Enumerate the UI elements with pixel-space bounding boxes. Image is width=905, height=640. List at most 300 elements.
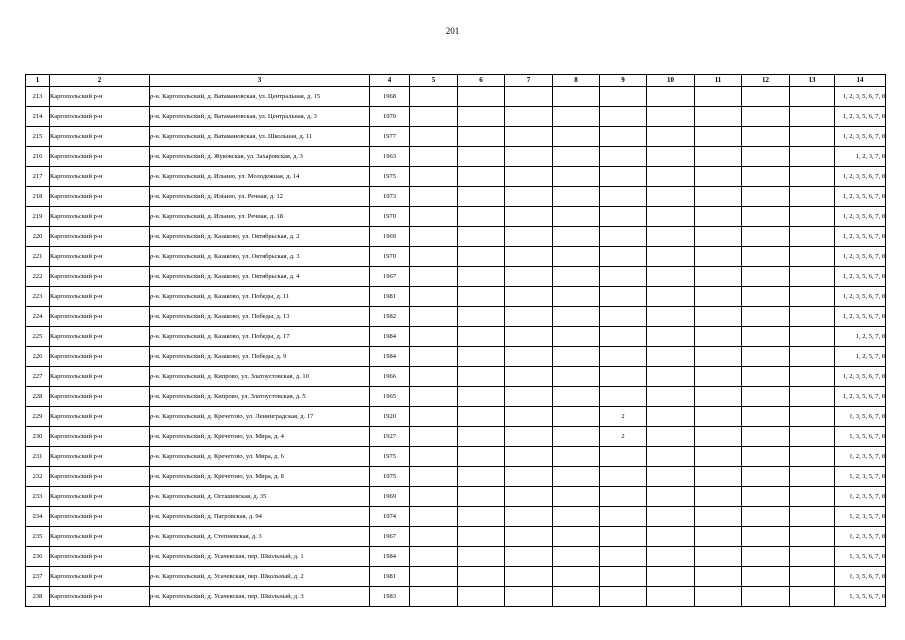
col10-cell [647, 427, 695, 447]
column-header: 14 [835, 75, 886, 87]
district-cell: Каргопольский р-н [50, 387, 150, 407]
col5-cell [410, 407, 458, 427]
col7-cell [505, 247, 553, 267]
col12-cell [742, 267, 790, 287]
col11-cell [695, 527, 742, 547]
col7-cell [505, 147, 553, 167]
col8-cell [553, 407, 600, 427]
district-cell: Каргопольский р-н [50, 567, 150, 587]
district-cell: Каргопольский р-н [50, 467, 150, 487]
col12-cell [742, 547, 790, 567]
col10-cell [647, 467, 695, 487]
work-types-cell: 1, 2, 3, 5, 6, 7, 8 [835, 127, 886, 147]
row-number: 215 [26, 127, 50, 147]
year-cell: 1984 [370, 327, 410, 347]
district-cell: Каргопольский р-н [50, 367, 150, 387]
col11-cell [695, 567, 742, 587]
col6-cell [458, 367, 505, 387]
table-row [26, 127, 886, 147]
col6-cell [458, 407, 505, 427]
col9-cell [600, 327, 647, 347]
col8-cell [553, 487, 600, 507]
table-row [26, 267, 886, 287]
col11-cell [695, 107, 742, 127]
address-cell: р-н. Каргопольский, д. Усачевская, пер. Школьный, д. 1 [150, 547, 370, 567]
col10-cell [647, 247, 695, 267]
col9-cell [600, 387, 647, 407]
col8-cell [553, 227, 600, 247]
col13-cell [790, 527, 835, 547]
year-cell: 1927 [370, 427, 410, 447]
col10-cell [647, 307, 695, 327]
col5-cell [410, 267, 458, 287]
address-cell: р-н. Каргопольский, д. Кречетово, ул. Мира, д. 8 [150, 467, 370, 487]
col5-cell [410, 547, 458, 567]
district-cell: Каргопольский р-н [50, 287, 150, 307]
year-cell: 1974 [370, 507, 410, 527]
work-types-cell: 1, 2, 3, 5, 6, 7, 8 [835, 287, 886, 307]
col11-cell [695, 287, 742, 307]
col12-cell [742, 107, 790, 127]
col13-cell [790, 587, 835, 607]
table-row [26, 87, 886, 107]
col11-cell [695, 147, 742, 167]
district-cell: Каргопольский р-н [50, 87, 150, 107]
col9-cell [600, 587, 647, 607]
col9-cell [600, 467, 647, 487]
table-row [26, 527, 886, 547]
table-row [26, 107, 886, 127]
col12-cell [742, 447, 790, 467]
col13-cell [790, 187, 835, 207]
year-cell: 1970 [370, 247, 410, 267]
col7-cell [505, 547, 553, 567]
year-cell: 1920 [370, 407, 410, 427]
col7-cell [505, 347, 553, 367]
year-cell: 1970 [370, 107, 410, 127]
col12-cell [742, 587, 790, 607]
col12-cell [742, 207, 790, 227]
district-cell: Каргопольский р-н [50, 507, 150, 527]
work-types-cell: 1, 2, 3, 5, 7, 8 [835, 467, 886, 487]
row-number: 219 [26, 207, 50, 227]
col13-cell [790, 467, 835, 487]
col13-cell [790, 167, 835, 187]
col9-cell [600, 227, 647, 247]
column-header: 6 [458, 75, 505, 87]
col8-cell [553, 367, 600, 387]
col8-cell [553, 187, 600, 207]
year-cell: 1965 [370, 387, 410, 407]
col8-cell [553, 87, 600, 107]
col8-cell [553, 347, 600, 367]
row-number: 216 [26, 147, 50, 167]
col13-cell [790, 547, 835, 567]
work-types-cell: 1, 3, 5, 6, 7, 8 [835, 407, 886, 427]
col10-cell [647, 327, 695, 347]
row-number: 223 [26, 287, 50, 307]
col11-cell [695, 187, 742, 207]
col5-cell [410, 387, 458, 407]
col12-cell [742, 367, 790, 387]
table-row [26, 487, 886, 507]
col9-cell [600, 287, 647, 307]
col10-cell [647, 527, 695, 547]
col13-cell [790, 387, 835, 407]
year-cell: 1970 [370, 207, 410, 227]
table-row [26, 187, 886, 207]
district-cell: Каргопольский р-н [50, 227, 150, 247]
row-number: 238 [26, 587, 50, 607]
col6-cell [458, 207, 505, 227]
row-number: 231 [26, 447, 50, 467]
col5-cell [410, 487, 458, 507]
year-cell: 1981 [370, 287, 410, 307]
work-types-cell: 1, 2, 3, 5, 6, 7, 8 [835, 167, 886, 187]
row-number: 230 [26, 427, 50, 447]
col9-cell [600, 567, 647, 587]
col5-cell [410, 107, 458, 127]
col5-cell [410, 127, 458, 147]
col6-cell [458, 427, 505, 447]
col12-cell [742, 407, 790, 427]
col8-cell [553, 207, 600, 227]
col10-cell [647, 227, 695, 247]
col13-cell [790, 127, 835, 147]
col6-cell [458, 507, 505, 527]
row-number: 236 [26, 547, 50, 567]
col6-cell [458, 267, 505, 287]
col11-cell [695, 547, 742, 567]
col9-cell [600, 107, 647, 127]
row-number: 221 [26, 247, 50, 267]
year-cell: 1963 [370, 147, 410, 167]
column-header: 10 [647, 75, 695, 87]
col11-cell [695, 227, 742, 247]
district-cell: Каргопольский р-н [50, 407, 150, 427]
work-types-cell: 1, 2, 3, 5, 6, 7, 8 [835, 207, 886, 227]
work-types-cell: 1, 2, 3, 5, 7, 8 [835, 507, 886, 527]
col10-cell [647, 547, 695, 567]
col7-cell [505, 107, 553, 127]
col8-cell [553, 107, 600, 127]
col5-cell [410, 287, 458, 307]
col5-cell [410, 147, 458, 167]
address-cell: р-н. Каргопольский, д. Усачевская, пер. Школьный, д. 3 [150, 587, 370, 607]
row-number: 227 [26, 367, 50, 387]
address-cell: р-н. Каргопольский, д. Кречетово, ул. Мира, д. 6 [150, 447, 370, 467]
col12-cell [742, 127, 790, 147]
row-number: 234 [26, 507, 50, 527]
col10-cell [647, 127, 695, 147]
col13-cell [790, 147, 835, 167]
col7-cell [505, 127, 553, 147]
page-number: 201 [445, 26, 460, 36]
col6-cell [458, 107, 505, 127]
work-types-cell: 1, 2, 3, 5, 6, 7, 8 [835, 267, 886, 287]
col5-cell [410, 427, 458, 447]
address-cell: р-н. Каргопольский, д. Кипрово, ул. Златоустовская, д. 10 [150, 367, 370, 387]
work-types-cell: 1, 3, 5, 6, 7, 8 [835, 427, 886, 447]
col6-cell [458, 187, 505, 207]
col8-cell [553, 467, 600, 487]
col7-cell [505, 227, 553, 247]
table-row [26, 507, 886, 527]
col6-cell [458, 527, 505, 547]
col10-cell [647, 87, 695, 107]
col11-cell [695, 347, 742, 367]
address-cell: р-н. Каргопольский, д. Ильино, ул. Молодежная, д. 14 [150, 167, 370, 187]
district-cell: Каргопольский р-н [50, 307, 150, 327]
col8-cell [553, 567, 600, 587]
address-cell: р-н. Каргопольский, д. Казаково, ул. Октябрьская, д. 4 [150, 267, 370, 287]
table-row [26, 467, 886, 487]
col5-cell [410, 227, 458, 247]
row-number: 229 [26, 407, 50, 427]
col11-cell [695, 87, 742, 107]
col13-cell [790, 107, 835, 127]
year-cell: 1984 [370, 547, 410, 567]
col11-cell [695, 487, 742, 507]
table-row [26, 207, 886, 227]
address-cell: р-н. Каргопольский, д. Кипрово, ул. Златоустовская, д. 5 [150, 387, 370, 407]
col6-cell [458, 287, 505, 307]
address-cell: р-н. Каргопольский, д. Осташевская, д. 35 [150, 487, 370, 507]
col7-cell [505, 187, 553, 207]
col9-cell [600, 307, 647, 327]
col13-cell [790, 307, 835, 327]
col6-cell [458, 247, 505, 267]
col8-cell [553, 527, 600, 547]
address-cell: р-н. Каргопольский, д. Ватамановская, ул. Центральная, д. 3 [150, 107, 370, 127]
col12-cell [742, 247, 790, 267]
col5-cell [410, 527, 458, 547]
col8-cell [553, 247, 600, 267]
col6-cell [458, 467, 505, 487]
work-types-cell: 1, 3, 5, 6, 7, 8 [835, 567, 886, 587]
col13-cell [790, 287, 835, 307]
address-cell: р-н. Каргопольский, д. Казаково, ул. Октябрьская, д. 3 [150, 247, 370, 267]
col10-cell [647, 207, 695, 227]
year-cell: 1969 [370, 227, 410, 247]
col6-cell [458, 307, 505, 327]
col5-cell [410, 167, 458, 187]
col5-cell [410, 587, 458, 607]
col10-cell [647, 407, 695, 427]
col12-cell [742, 187, 790, 207]
column-header: 1 [26, 75, 50, 87]
col6-cell [458, 447, 505, 467]
column-header: 9 [600, 75, 647, 87]
col9-cell [600, 367, 647, 387]
table-row [26, 427, 886, 447]
year-cell: 1982 [370, 307, 410, 327]
year-cell: 1984 [370, 347, 410, 367]
work-types-cell: 1, 2, 3, 5, 6, 7, 8 [835, 307, 886, 327]
district-cell: Каргопольский р-н [50, 547, 150, 567]
col13-cell [790, 247, 835, 267]
col10-cell [647, 587, 695, 607]
col11-cell [695, 467, 742, 487]
work-types-cell: 1, 2, 3, 5, 6, 7, 8 [835, 367, 886, 387]
col12-cell [742, 467, 790, 487]
col8-cell [553, 327, 600, 347]
col10-cell [647, 567, 695, 587]
col7-cell [505, 307, 553, 327]
col7-cell [505, 87, 553, 107]
district-cell: Каргопольский р-н [50, 207, 150, 227]
district-cell: Каргопольский р-н [50, 327, 150, 347]
year-cell: 1968 [370, 87, 410, 107]
col11-cell [695, 427, 742, 447]
row-number: 237 [26, 567, 50, 587]
address-cell: р-н. Каргопольский, д. Казаково, ул. Победы, д. 11 [150, 287, 370, 307]
col8-cell [553, 587, 600, 607]
table-row [26, 227, 886, 247]
col5-cell [410, 327, 458, 347]
housing-register-table [25, 74, 886, 607]
col9-cell [600, 507, 647, 527]
col5-cell [410, 347, 458, 367]
table-row [26, 347, 886, 367]
col12-cell [742, 147, 790, 167]
column-header: 7 [505, 75, 553, 87]
col6-cell [458, 127, 505, 147]
table-row [26, 307, 886, 327]
col11-cell [695, 367, 742, 387]
col9-cell [600, 347, 647, 367]
col8-cell [553, 267, 600, 287]
col10-cell [647, 187, 695, 207]
table-row [26, 247, 886, 267]
col7-cell [505, 507, 553, 527]
col7-cell [505, 447, 553, 467]
col12-cell [742, 387, 790, 407]
col13-cell [790, 327, 835, 347]
col6-cell [458, 147, 505, 167]
table-row [26, 327, 886, 347]
district-cell: Каргопольский р-н [50, 447, 150, 467]
col13-cell [790, 427, 835, 447]
address-cell: р-н. Каргопольский, д. Патровская, д. 94 [150, 507, 370, 527]
row-number: 232 [26, 467, 50, 487]
col7-cell [505, 327, 553, 347]
col5-cell [410, 467, 458, 487]
col7-cell [505, 367, 553, 387]
col7-cell [505, 427, 553, 447]
col13-cell [790, 407, 835, 427]
address-cell: р-н. Каргопольский, д. Усачевская, пер. Школьный, д. 2 [150, 567, 370, 587]
col9-cell [600, 247, 647, 267]
col11-cell [695, 507, 742, 527]
col10-cell [647, 147, 695, 167]
col7-cell [505, 467, 553, 487]
year-cell: 1983 [370, 587, 410, 607]
col7-cell [505, 287, 553, 307]
work-types-cell: 1, 2, 5, 7, 8 [835, 327, 886, 347]
column-header: 8 [553, 75, 600, 87]
col12-cell [742, 507, 790, 527]
col9-cell [600, 267, 647, 287]
row-number: 233 [26, 487, 50, 507]
col11-cell [695, 407, 742, 427]
col8-cell [553, 547, 600, 567]
col10-cell [647, 367, 695, 387]
col6-cell [458, 87, 505, 107]
col5-cell [410, 307, 458, 327]
table-row [26, 587, 886, 607]
row-number: 225 [26, 327, 50, 347]
work-types-cell: 1, 2, 3, 5, 7, 8 [835, 527, 886, 547]
col12-cell [742, 527, 790, 547]
col13-cell [790, 207, 835, 227]
col8-cell [553, 167, 600, 187]
col11-cell [695, 587, 742, 607]
col9-cell: 2 [600, 427, 647, 447]
col9-cell [600, 207, 647, 227]
col5-cell [410, 247, 458, 267]
col12-cell [742, 307, 790, 327]
col6-cell [458, 227, 505, 247]
address-cell: р-н. Каргопольский, д. Казаково, ул. Октябрьская, д. 2 [150, 227, 370, 247]
address-cell: р-н. Каргопольский, д. Казаково, ул. Победы, д. 9 [150, 347, 370, 367]
address-cell: р-н. Каргопольский, д. Казаково, ул. Победы, д. 17 [150, 327, 370, 347]
col5-cell [410, 187, 458, 207]
col6-cell [458, 487, 505, 507]
district-cell: Каргопольский р-н [50, 587, 150, 607]
col7-cell [505, 527, 553, 547]
col13-cell [790, 87, 835, 107]
col9-cell [600, 127, 647, 147]
address-cell: р-н. Каргопольский, д. Ильино, ул. Речная, д. 12 [150, 187, 370, 207]
district-cell: Каргопольский р-н [50, 527, 150, 547]
work-types-cell: 1, 2, 3, 5, 7, 8 [835, 447, 886, 467]
col12-cell [742, 487, 790, 507]
table-row [26, 367, 886, 387]
row-number: 224 [26, 307, 50, 327]
col9-cell [600, 187, 647, 207]
col5-cell [410, 507, 458, 527]
col9-cell [600, 87, 647, 107]
col8-cell [553, 147, 600, 167]
col10-cell [647, 107, 695, 127]
year-cell: 1975 [370, 167, 410, 187]
col11-cell [695, 327, 742, 347]
col6-cell [458, 167, 505, 187]
row-number: 218 [26, 187, 50, 207]
col5-cell [410, 567, 458, 587]
row-number: 214 [26, 107, 50, 127]
address-cell: р-н. Каргопольский, д. Кречетово, ул. Мира, д. 4 [150, 427, 370, 447]
row-number: 226 [26, 347, 50, 367]
table-row [26, 567, 886, 587]
col5-cell [410, 207, 458, 227]
row-number: 222 [26, 267, 50, 287]
col12-cell [742, 427, 790, 447]
column-header: 12 [742, 75, 790, 87]
work-types-cell: 1, 2, 3, 5, 6, 7, 8 [835, 107, 886, 127]
column-header: 3 [150, 75, 370, 87]
col9-cell [600, 487, 647, 507]
work-types-cell: 1, 2, 3, 5, 7, 8 [835, 487, 886, 507]
address-cell: р-н. Каргопольский, д. Казаково, ул. Победы, д. 13 [150, 307, 370, 327]
col11-cell [695, 167, 742, 187]
col8-cell [553, 387, 600, 407]
col9-cell [600, 547, 647, 567]
year-cell: 1967 [370, 527, 410, 547]
address-cell: р-н. Каргопольский, д. Ильино, ул. Речная, д. 18 [150, 207, 370, 227]
address-cell: р-н. Каргопольский, д. Жуковская, ул. Захаровская, д. 3 [150, 147, 370, 167]
